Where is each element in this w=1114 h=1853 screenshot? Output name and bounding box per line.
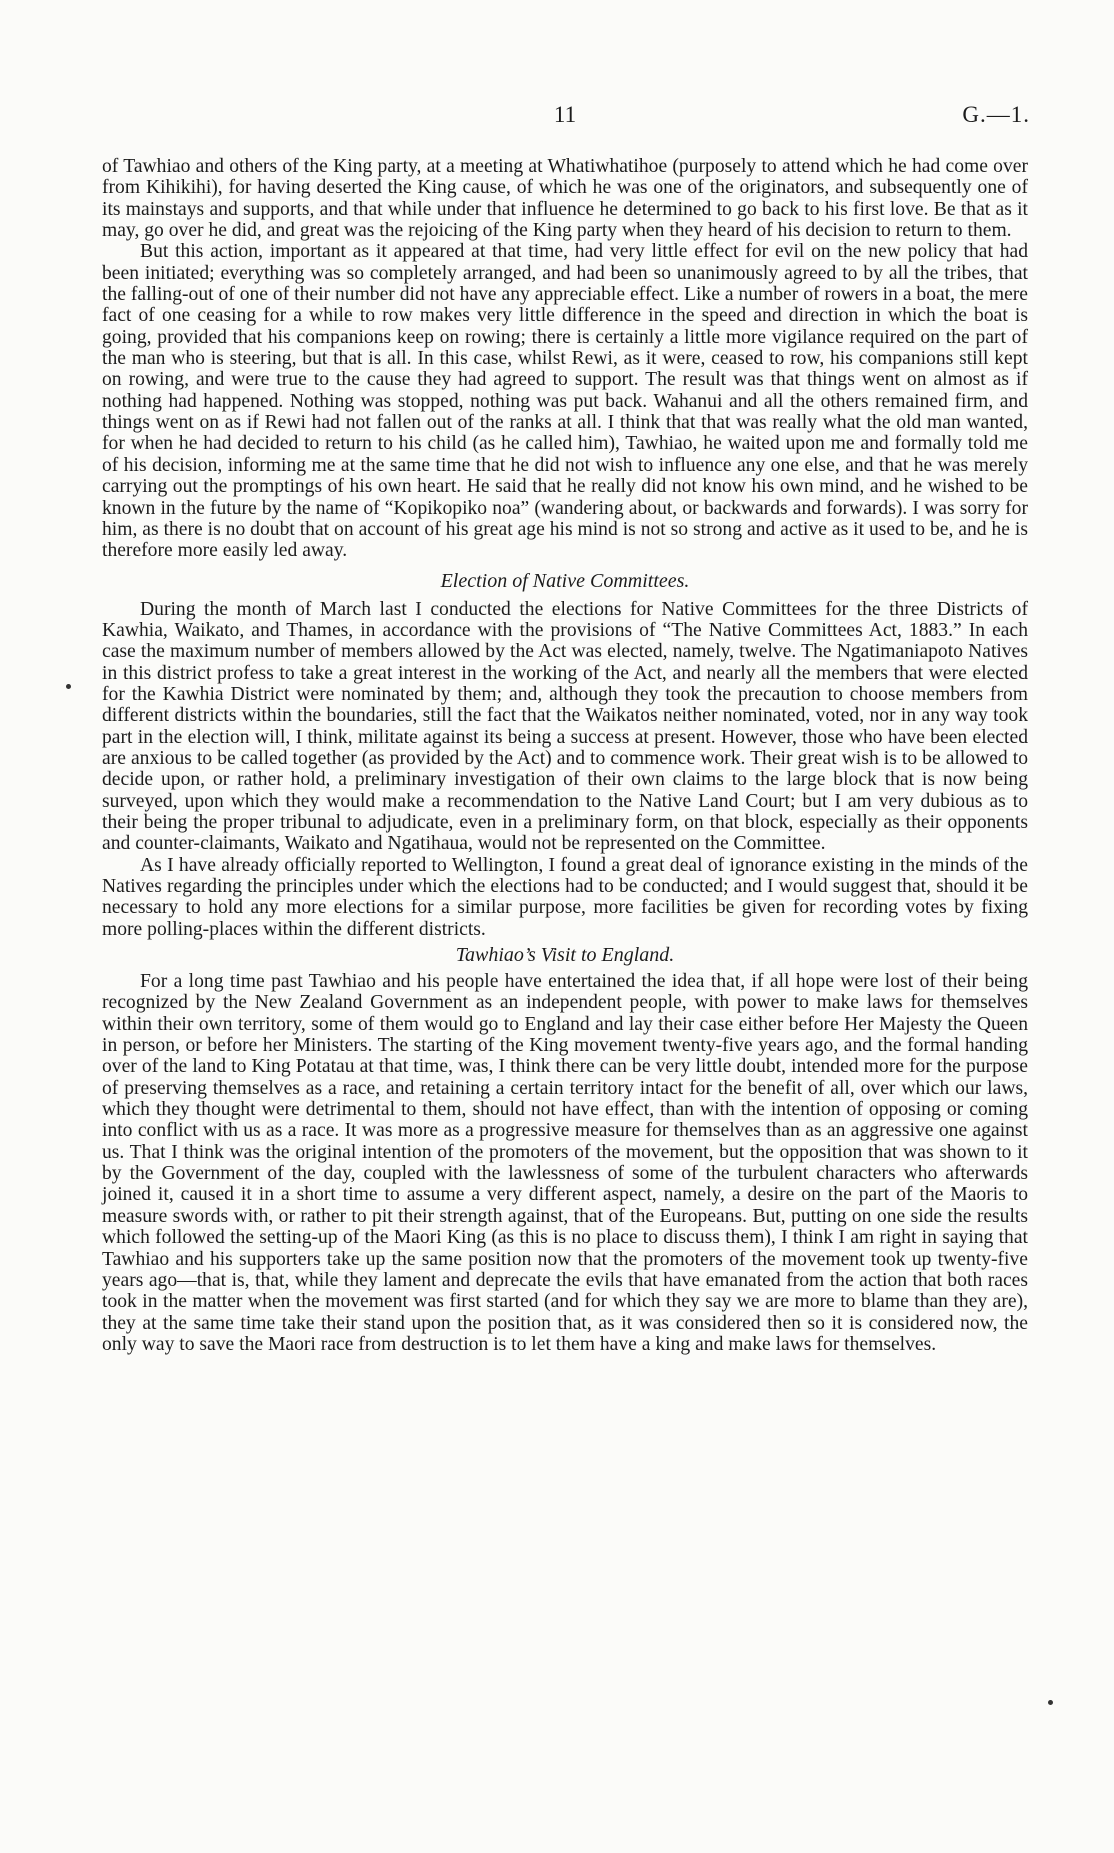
paragraph-rewi: But this action, important as it appeared at that time, had very little effect for evil on the new policy that had been initiated; everything was so completely arranged, and had been so unanimously agreed to by all the tribes, that the falling-out of one of their number did not have any appreciable effect. Like a number of rowers in a boat, the mere fact of one ceasing for a while to row makes very little difference in the speed and direction in which the boat is going, provided that his companions keep on rowing; there is certainly a little more vigilance required on the part of the man who is steering, but that is all. In this case, whilst Rewi, as it were, ceased to row, his companions still kept on rowing, and were true to the cause they had agreed to support. The result was that things went on almost as if nothing had happened. Nothing was stopped, nothing was put back. Wahanui and all the others remained firm, and things went on as if Rewi had not fallen out of the ranks at all. I think that that was really what the old man wanted, for when he had decided to return to his child (as he called him), Tawhiao, he waited upon me and formally told me of his decision, informing me at the same time that he did not wish to influence any one else, and that he was merely carrying out the promptings of his own heart. He said that he really did not know his own mind, and he wished to be known in the future by the name of “Kopikopiko noa” (wandering about, or backwards and forwards). I was sorry for him, as there is no doubt that on account of his great age his mind is not so strong and active as it used to be, and he is therefore more easily led away.: [102, 241, 1028, 562]
margin-dot-mark: [1048, 1700, 1053, 1705]
page-number: 11: [553, 102, 577, 127]
sheet-reference: G.—1.: [962, 102, 1030, 127]
section-heading-visit-to-england: Tawhiao’s Visit to England.: [455, 944, 675, 967]
paragraph-tawhiao-visit: For a long time past Tawhiao and his people have entertained the idea that, if all hope were lost of their being recognized by the New Zealand Government as an independent people, with power to make laws for themselves within their own territory, some of them would go to England and lay their case either before Her Majesty the Queen in person, or before her Ministers. The starting of the King movement twenty-five years ago, and the formal handing over of the land to King Potatau at that time, was, I think there can be very little doubt, intended more for the purpose of preserving themselves as a race, and retaining a certain territory intact for the benefit of all, over which our laws, which they thought were detrimental to them, should not have effect, than with the intention of opposing or coming into conflict with us as a race. It was more as a progressive measure for themselves than as an aggressive one against us. That I think was the original intention of the promoters of the movement, but the opposition that was shown to it by the Government of the day, coupled with the lawlessness of some of the turbulent characters who afterwards joined it, caused it in a short time to assume a very different aspect, namely, a desire on the part of the Maoris to measure swords with, or rather to pit their strength against, that of the Europeans. But, putting on one side the results which followed the setting-up of the Maori King (as this is no place to discuss them), I think I am right in saying that Tawhiao and his supporters take up the same position now that the promoters of the movement took up twenty-five years ago—that is, that, while they lament and deprecate the evils that have emanated from the action that both races took in the matter when the movement was first started (and for which they say we are more to blame than they are), they at the same time take their stand upon the position that, as it was considered then so it is considered now, the only way to save the Maori race from destruction is to let them have a king and make laws for themselves.: [102, 971, 1028, 1355]
section-heading-native-committees: Election of Native Committees.: [440, 569, 690, 592]
paragraph-elections: During the month of March last I conducted the elections for Native Committees for the three Districts of Kawhia, Waikato, and Thames, in accordance with the provisions of “The Native Committees Act, 1883.” In each case the maximum number of members allowed by the Act was elected, namely, twelve. The Ngatimaniapoto Natives in this district profess to take a great interest in the working of the Act, and nearly all the members that were elected for the Kawhia District were nominated by them; and, although they took the precaution to choose members from different districts within the boundaries, still the fact that the Waikatos neither nominated, voted, nor in any way took part in the election will, I think, militate against its being a success at present. However, those who have been elected are anxious to be called together (as provided by the Act) and to commence work. Their great wish is to be allowed to decide upon, or rather hold, a preliminary investigation of their own claims to the large block that is now being surveyed, upon which they would make a recommendation to the Native Land Court; but I am very dubious as to their being the proper tribunal to adjudicate, even in a preliminary form, on that block, especially as their opponents and counter-claimants, Waikato and Ngatihaua, would not be represented on the Committee.: [102, 598, 1028, 855]
paragraph-ignorance: As I have already officially reported to Wellington, I found a great deal of ignorance existing in the minds of the Natives regarding the principles under which the elections had to be conducted; and I would suggest that, should it be necessary to hold any more elections for a similar purpose, more facilities be given for recording votes by fixing more polling-places within the different districts.: [102, 854, 1028, 940]
paragraph-continued: of Tawhiao and others of the King party, at a meeting at Whatiwhatihoe (purposely to attend which he had come over from Kihikihi), for having deserted the King cause, of which he was one of the originators, and subsequently one of its mainstays and supports, and that while under that influence he determined to go back to his first love. Be that as it may, go over he did, and great was the rejoicing of the King party when they heard of his decision to return to them.: [102, 156, 1028, 242]
page-header: [100, 102, 1030, 138]
margin-dot-mark: [66, 684, 71, 689]
document-body: [102, 156, 1028, 1355]
